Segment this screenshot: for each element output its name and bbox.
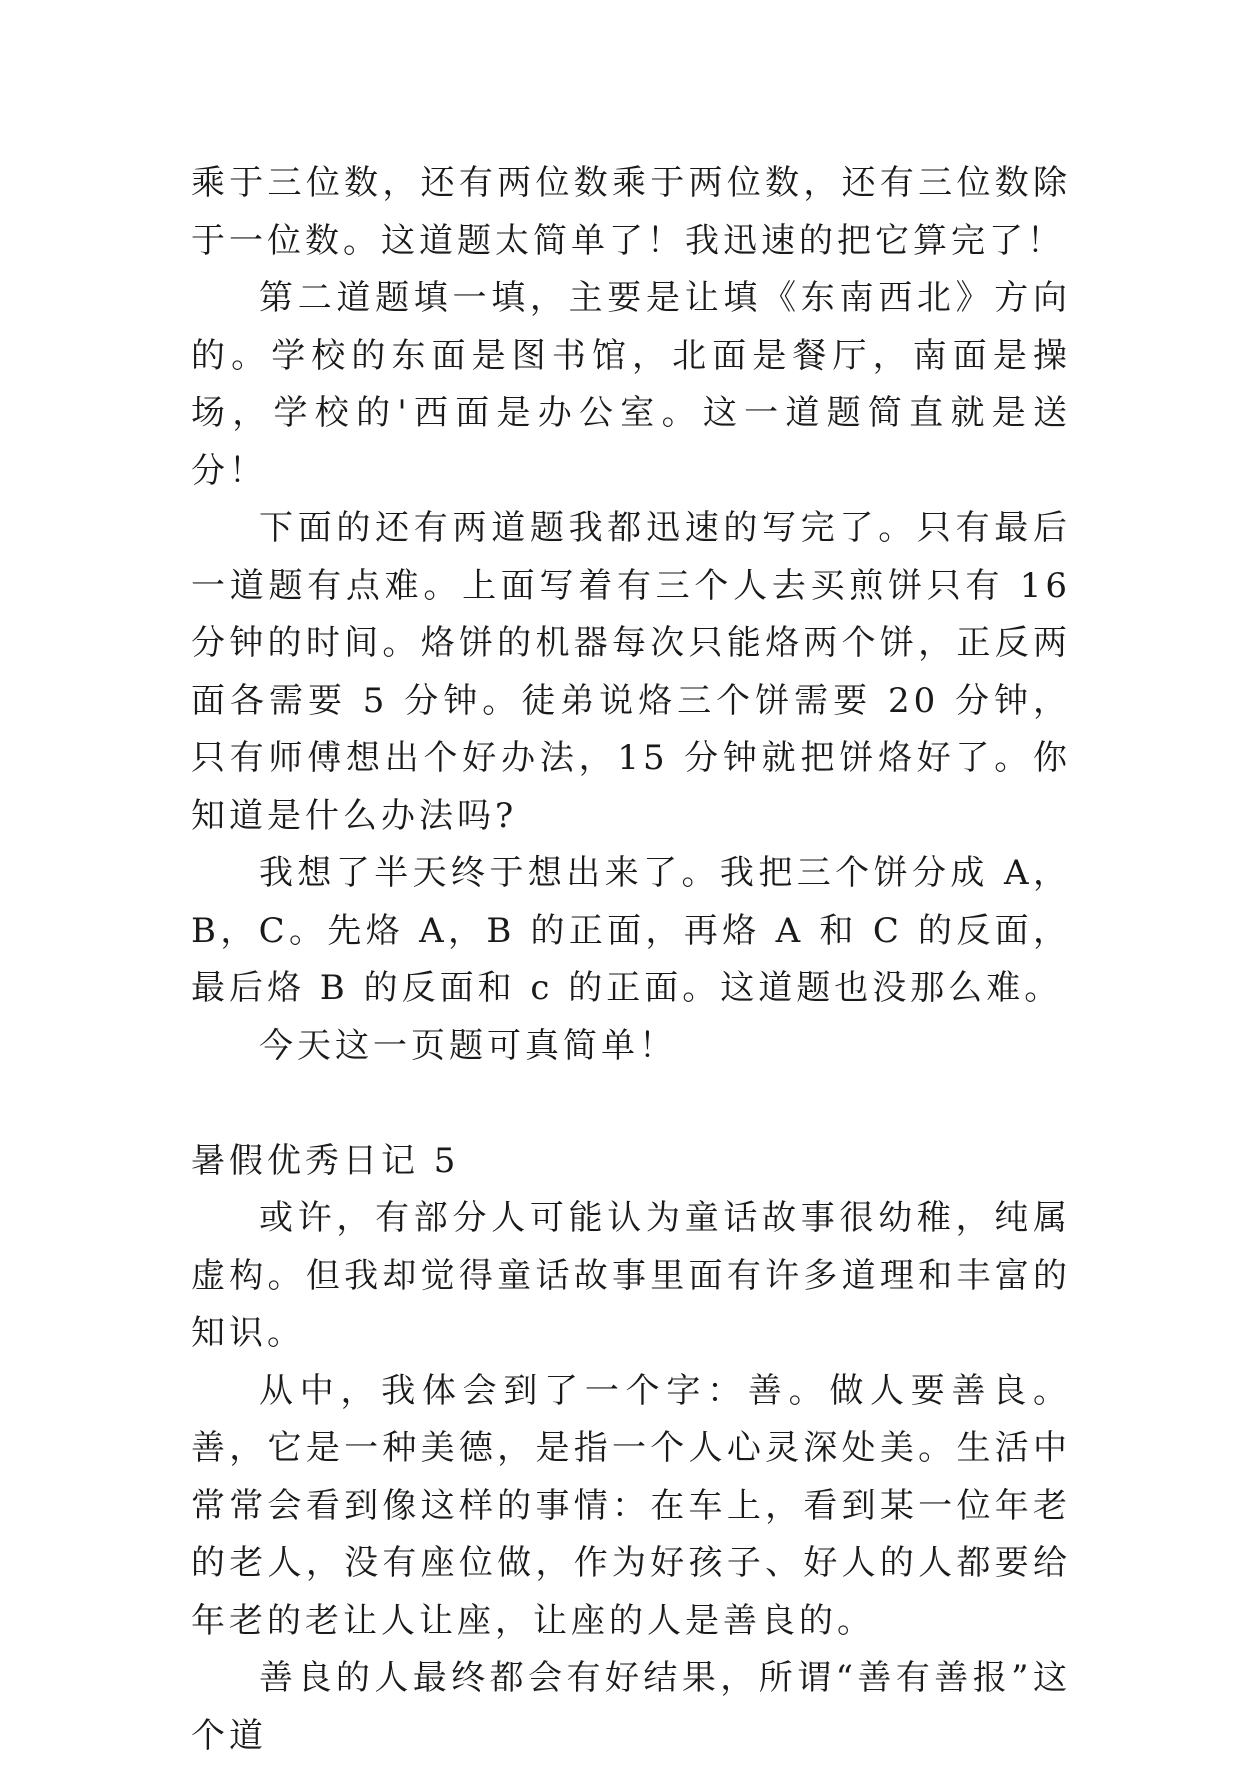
paragraph-1: 乘于三位数，还有两位数乘于两位数，还有三位数除于一位数。这道题太简单了！我迅速的把它算完了！ (191, 163, 1071, 261)
paragraph-4: 我想了半天终于想出来了。我把三个饼分成 A，B，C。先烙 A，B 的正面，再烙 A 和 C 的反面，最后烙 B 的反面和 c 的正面。这道题也没那么难。 (191, 853, 1071, 1008)
paragraph-3: 下面的还有两道题我都迅速的写完了。只有最后一道题有点难。上面写着有三个人去买煎饼只有 16 分钟的时间。烙饼的机器每次只能烙两个饼，正反两面各需要 5 分钟。徒弟说烙三个饼需要 20 分钟，只有师傅想出个好办法，15 分钟就把饼烙好了。你知道是什么办法吗? (191, 508, 1071, 836)
paragraph-7: 从中，我体会到了一个字：善。做人要善良。善，它是一种美德，是指一个人心灵深处美。生活中常常会看到像这样的事情：在车上，看到某一位年老的老人，没有座位做，作为好孩子、好人的人都要给年老的老让人让座，让座的人是善良的。 (191, 1370, 1071, 1641)
paragraph-2: 第二道题填一填，主要是让填《东南西北》方向的。学校的东面是图书馆，北面是餐厅，南面是操场，学校的'西面是办公室。这一道题简直就是送分！ (191, 278, 1071, 491)
document-body (191, 155, 1071, 1765)
paragraph-6: 或许，有部分人可能认为童话故事很幼稚，纯属虚构。但我却觉得童话故事里面有许多道理和丰富的知识。 (191, 1198, 1071, 1353)
paragraph-5: 今天这一页题可真简单！ (259, 1025, 677, 1066)
paragraph-8: 善良的人最终都会有好结果，所谓“善有善报”这个道 (191, 1658, 1071, 1756)
section-title: 暑假优秀日记 5 (191, 1140, 460, 1181)
section-spacer (191, 1075, 1071, 1133)
